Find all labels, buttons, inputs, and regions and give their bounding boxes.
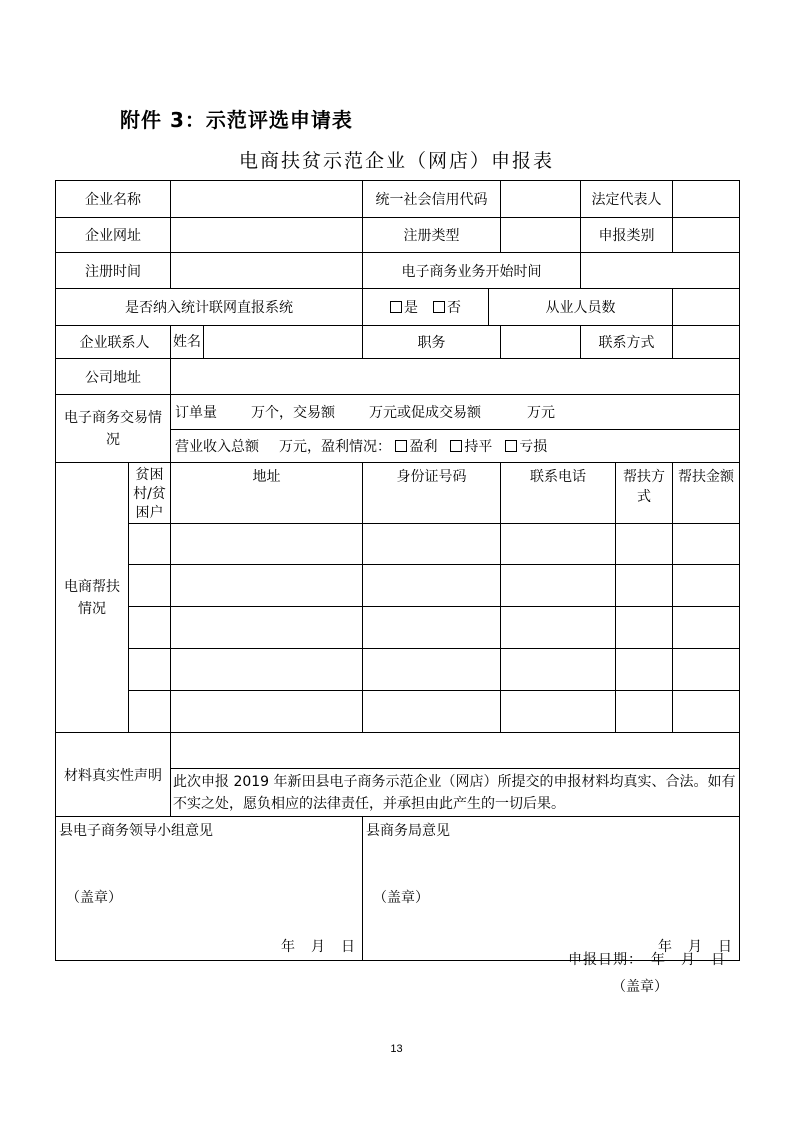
aid-cell[interactable] (129, 524, 171, 565)
field-website[interactable] (171, 218, 363, 253)
opinion-left-date: 年 月 日 (281, 939, 356, 955)
label-trade: 电子商务交易情况 (56, 395, 171, 463)
field-apply-category[interactable] (673, 218, 740, 253)
label-no: 否 (446, 300, 461, 316)
label-yes: 是 (404, 300, 419, 316)
aid-cell[interactable] (363, 649, 501, 691)
field-ecom-start[interactable] (581, 253, 740, 289)
checkbox-profit[interactable] (395, 440, 407, 452)
aid-cell[interactable] (673, 607, 740, 649)
aid-cell[interactable] (616, 607, 673, 649)
aid-cell[interactable] (616, 565, 673, 607)
row-reg-time (56, 253, 740, 289)
label-company-name: 企业名称 (56, 181, 171, 218)
label-reg-time: 注册时间 (56, 253, 171, 289)
trade-revenue-line (171, 430, 740, 463)
label-contact-person-text: 企业联系人 (79, 335, 150, 351)
label-contact-method: 联系方式 (581, 326, 673, 359)
opinion-county-ecom[interactable] (56, 817, 363, 961)
aid-cell[interactable] (171, 524, 363, 565)
label-position: 职务 (363, 326, 501, 359)
field-legal-rep[interactable] (673, 181, 740, 218)
label-declaration: 材料真实性声明 (56, 733, 171, 817)
header-aid-method: 帮扶方式 (616, 463, 673, 524)
label-stats-system: 是否纳入统计联网直报系统 (56, 289, 363, 326)
row-stats-system (56, 289, 740, 326)
checkbox-breakeven[interactable] (450, 440, 462, 452)
aid-row (56, 691, 740, 733)
opinion-right-date: 年 月 日 (658, 939, 734, 955)
aid-cell[interactable] (673, 649, 740, 691)
label-credit-code: 统一社会信用代码 (363, 181, 501, 218)
field-address[interactable] (171, 359, 740, 395)
aid-cell[interactable] (171, 607, 363, 649)
opinion-right-seal: （盖章） (373, 890, 429, 906)
aid-cell[interactable] (363, 691, 501, 733)
field-contact-method[interactable] (673, 326, 740, 359)
label-loss: 亏损 (519, 439, 548, 455)
label-employees: 从业人员数 (489, 289, 673, 326)
aid-cell[interactable] (363, 524, 501, 565)
aid-row (56, 607, 740, 649)
aid-row (56, 649, 740, 691)
header-poor-household: 贫困村/贫困户 (129, 463, 171, 524)
label-yuan-unit: 万元 (527, 405, 555, 421)
aid-cell[interactable] (129, 691, 171, 733)
opinion-left-seal: （盖章） (66, 890, 122, 906)
aid-cell[interactable] (129, 565, 171, 607)
opinion-right-title: 县商务局意见 (366, 823, 450, 839)
field-reg-time[interactable] (171, 253, 363, 289)
row-address (56, 359, 740, 395)
label-orders-unit: 万个，交易额 (251, 405, 335, 421)
row-trade-orders (56, 395, 740, 430)
aid-cell[interactable] (616, 691, 673, 733)
opinion-left-title: 县电子商务领导小组意见 (59, 823, 213, 839)
row-opinions (56, 817, 740, 961)
aid-cell[interactable] (171, 565, 363, 607)
aid-cell[interactable] (501, 691, 616, 733)
field-employees[interactable] (673, 289, 740, 326)
field-reg-type[interactable] (501, 218, 581, 253)
aid-row (56, 524, 740, 565)
form-title: 电商扶贫示范企业（网店）申报表 (238, 150, 554, 172)
checkbox-yes[interactable] (390, 301, 402, 313)
field-contact-name[interactable] (204, 326, 362, 358)
aid-cell[interactable] (171, 691, 363, 733)
row-aid-header (56, 463, 740, 524)
footer-seal: （盖章） (612, 979, 668, 995)
stats-options (363, 289, 489, 326)
label-legal-rep: 法定代表人 (581, 181, 673, 218)
checkbox-loss[interactable] (505, 440, 517, 452)
field-credit-code[interactable] (501, 181, 581, 218)
aid-cell[interactable] (501, 524, 616, 565)
label-apply-category: 申报类别 (581, 218, 673, 253)
row-company-name (56, 181, 740, 218)
aid-cell[interactable] (501, 649, 616, 691)
header-address: 地址 (171, 463, 363, 524)
aid-cell[interactable] (616, 649, 673, 691)
aid-cell[interactable] (673, 524, 740, 565)
aid-cell[interactable] (673, 691, 740, 733)
trade-orders-line (171, 395, 740, 430)
aid-cell[interactable] (171, 649, 363, 691)
label-name: 姓名 (171, 326, 204, 358)
label-address: 公司地址 (56, 359, 171, 395)
aid-cell[interactable] (129, 607, 171, 649)
label-revenue-unit: 万元，盈利情况： (279, 439, 391, 455)
contact-name-cell (171, 326, 363, 359)
label-revenue: 营业收入总额 (175, 439, 259, 455)
aid-cell[interactable] (129, 649, 171, 691)
aid-cell[interactable] (363, 565, 501, 607)
opinion-county-commerce[interactable] (363, 817, 740, 961)
checkbox-no[interactable] (433, 301, 445, 313)
aid-cell[interactable] (673, 565, 740, 607)
attachment-title: 附件 3：示范评选申请表 (120, 108, 353, 132)
label-amount-unit: 万元或促成交易额 (369, 405, 481, 421)
page-number: 13 (390, 1043, 403, 1055)
row-contact (56, 326, 740, 359)
application-form-table (55, 180, 740, 961)
aid-cell[interactable] (363, 607, 501, 649)
label-website: 企业网址 (56, 218, 171, 253)
label-reg-type: 注册类型 (363, 218, 501, 253)
label-breakeven: 持平 (464, 439, 493, 455)
label-orders: 订单量 (175, 405, 217, 421)
declaration-blank[interactable] (171, 733, 740, 769)
declaration-text: 此次申报 2019 年新田县电子商务示范企业（网店）所提交的申报材料均真实、合法。如有不实之处，愿负相应的法律责任，并承担由此产生的一切后果。 (171, 769, 740, 817)
label-profit: 盈利 (409, 439, 438, 455)
aid-row (56, 565, 740, 607)
aid-cell[interactable] (616, 524, 673, 565)
row-declaration-top (56, 733, 740, 769)
row-website (56, 218, 740, 253)
aid-cell[interactable] (501, 607, 616, 649)
header-phone: 联系电话 (501, 463, 616, 524)
aid-cell[interactable] (501, 565, 616, 607)
field-position[interactable] (501, 326, 581, 359)
footer-apply-date: 申报日期： 年 月 日 (568, 952, 726, 968)
label-ecom-start: 电子商务业务开始时间 (363, 253, 581, 289)
header-aid-amount: 帮扶金额 (673, 463, 740, 524)
field-company-name[interactable] (171, 181, 363, 218)
label-contact-person (56, 326, 171, 359)
label-aid: 电商帮扶情况 (56, 463, 129, 733)
header-id-number: 身份证号码 (363, 463, 501, 524)
